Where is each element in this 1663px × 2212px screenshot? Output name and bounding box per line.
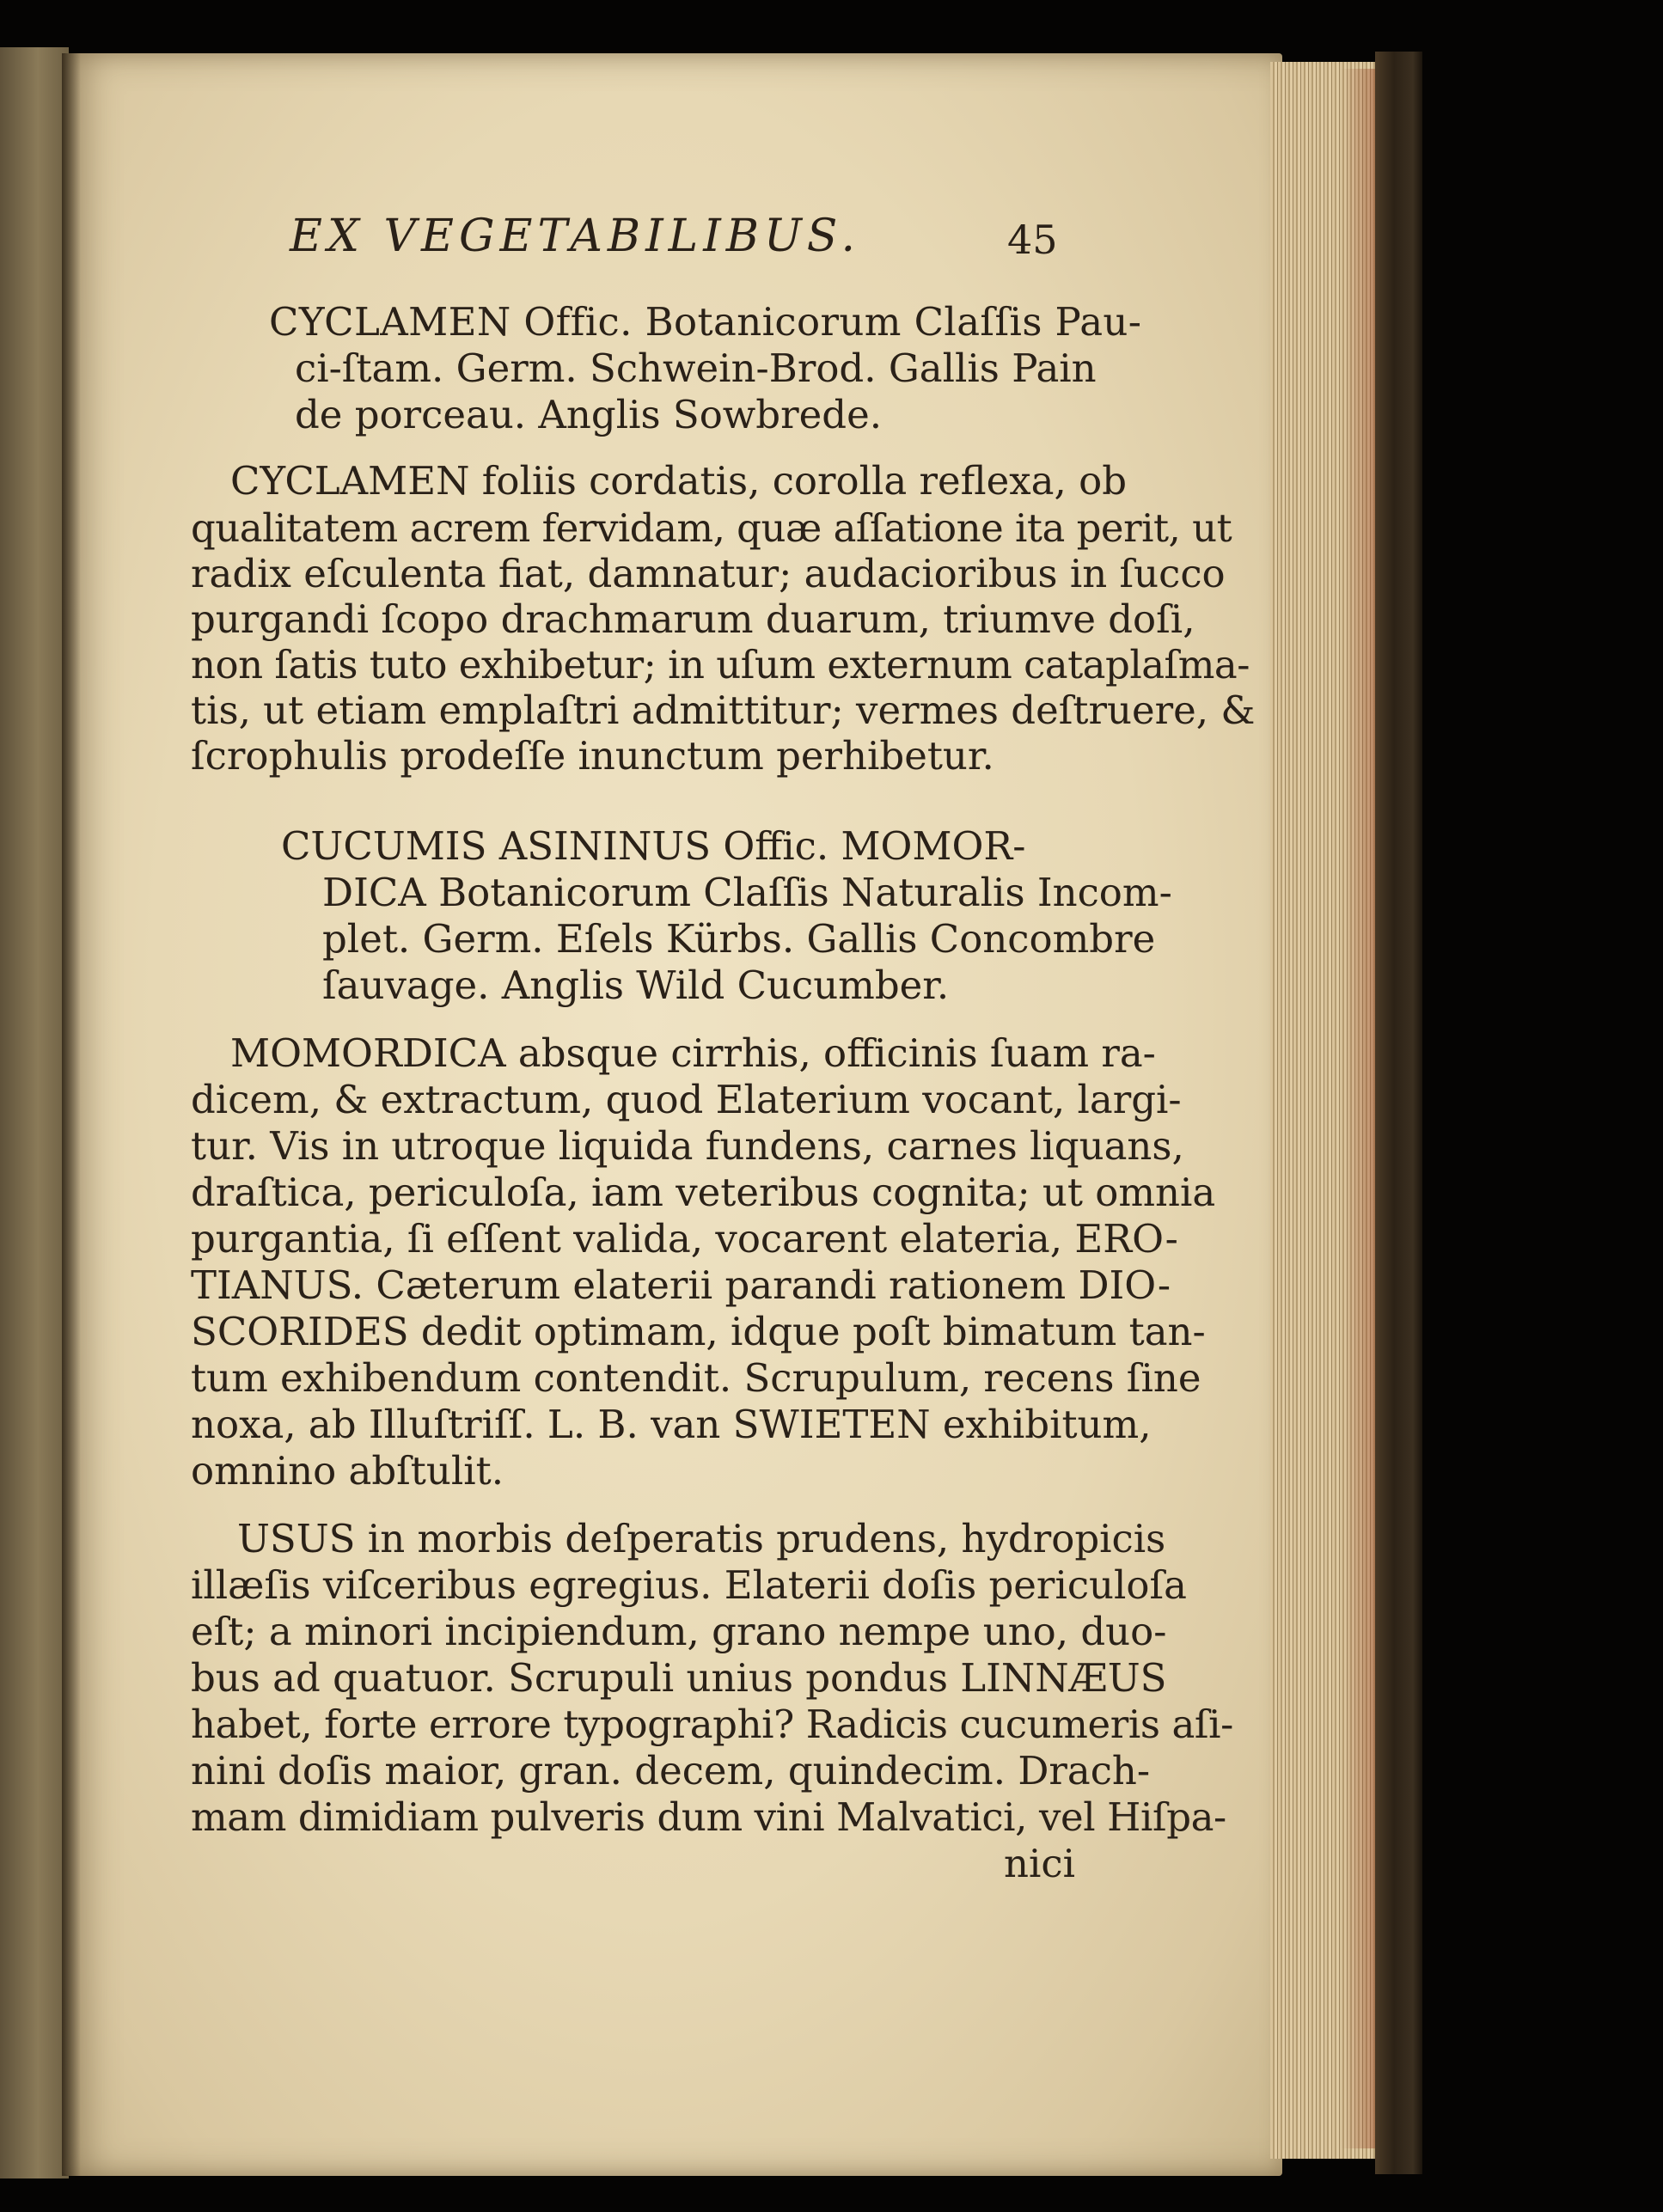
text-line: noxa, ab Illuſtriſſ. L. B. van SWIETEN exhibitum, bbox=[191, 1402, 1152, 1447]
text-line: SCORIDES dedit optimam, idque poſt bimatum tan- bbox=[191, 1309, 1206, 1354]
text-line: plet. Germ. Eſels Kürbs. Gallis Concombre bbox=[322, 916, 1156, 962]
text-line: purgantia, ſi eſſent valida, vocarent elateria, ERO- bbox=[191, 1216, 1178, 1262]
text-line: ci-ſtam. Germ. Schwein-Brod. Gallis Pain bbox=[295, 345, 1097, 391]
text-line: illæſis viſceribus egregius. Elaterii doſis periculoſa bbox=[191, 1562, 1187, 1608]
text-line: qualitatem acrem fervidam, quæ aſſatione ita perit, ut bbox=[191, 505, 1232, 551]
text-line: ſcrophulis prodeſſe inunctum perhibetur. bbox=[191, 733, 994, 779]
text-line: habet, forte errore typographi? Radicis cucumeris aſi- bbox=[191, 1702, 1233, 1747]
text-line: de porceau. Anglis Sowbrede. bbox=[295, 392, 882, 437]
text-line: DICA Botanicorum Claſſis Naturalis Incom- bbox=[322, 870, 1172, 915]
text-line: omnino abſtulit. bbox=[191, 1448, 504, 1494]
text-line: purgandi ſcopo drachmarum duarum, triumve doſi, bbox=[191, 596, 1195, 642]
text-line: nini doſis maior, gran. decem, quindecim. Drach- bbox=[191, 1748, 1151, 1793]
text-line: bus ad quatuor. Scrupuli unius pondus LINNÆUS bbox=[191, 1655, 1167, 1701]
text-line: non ſatis tuto exhibetur; in uſum externum cataplaſma- bbox=[191, 642, 1250, 687]
text-line: tis, ut etiam emplaſtri admittitur; vermes deſtruere, & bbox=[191, 687, 1256, 733]
text-line: tur. Vis in utroque liquida fundens, carnes liquans, bbox=[191, 1123, 1184, 1169]
text-line: TIANUS. Cæterum elaterii parandi rationem DIO- bbox=[191, 1262, 1171, 1308]
text-line: dicem, & extractum, quod Elaterium vocant, largi- bbox=[191, 1077, 1182, 1122]
text-line: CUCUMIS ASININUS Offic. MOMOR- bbox=[281, 823, 1026, 869]
text-line: MOMORDICA absque cirrhis, officinis ſuam ra- bbox=[230, 1030, 1156, 1076]
text-line: eſt; a minori incipiendum, grano nempe uno, duo- bbox=[191, 1609, 1167, 1654]
text-line: draſtica, periculoſa, iam veteribus cognita; ut omnia bbox=[191, 1170, 1216, 1215]
text-line: CYCLAMEN foliis cordatis, corolla reflexa, ob bbox=[230, 458, 1128, 504]
running-head: EX VEGETABILIBUS. bbox=[290, 211, 861, 262]
text-line: CYCLAMEN Offic. Botanicorum Claſſis Pau- bbox=[269, 299, 1142, 345]
text-line: radix eſculenta fiat, damnatur; audacioribus in ſucco bbox=[191, 551, 1226, 596]
page-number: 45 bbox=[1007, 217, 1058, 263]
text-line: ſauvage. Anglis Wild Cucumber. bbox=[322, 962, 950, 1008]
text-line: nici bbox=[1004, 1841, 1075, 1886]
text-line: tum exhibendum contendit. Scrupulum, recens ſine bbox=[191, 1355, 1201, 1401]
text-line: USUS in morbis deſperatis prudens, hydropicis bbox=[237, 1516, 1166, 1561]
text-line: mam dimidiam pulveris dum vini Malvatici, vel Hiſpa- bbox=[191, 1794, 1226, 1840]
